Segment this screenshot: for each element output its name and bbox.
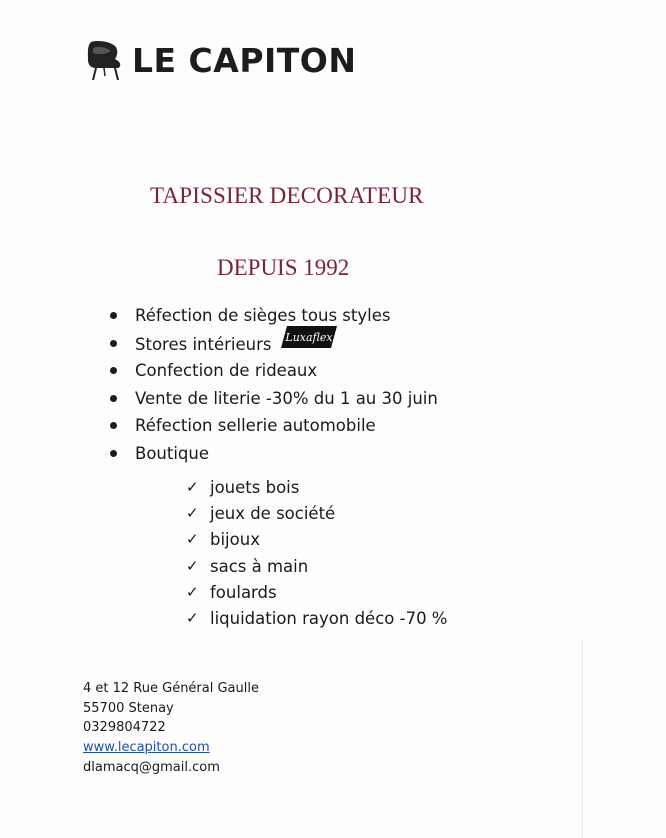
list-item: Confection de rideaux (110, 357, 438, 385)
phone-number: 0329804722 (83, 720, 166, 736)
armchair-icon (84, 38, 124, 82)
bullet-icon (110, 450, 117, 457)
list-item: ✓ bijoux (186, 527, 448, 553)
checkmark-icon: ✓ (186, 556, 199, 575)
brand-header (84, 38, 356, 82)
list-item: Stores intérieurs Luxaflex (110, 330, 438, 358)
brand-name: LE CAPITON (132, 40, 357, 80)
bullet-icon (110, 340, 117, 347)
checkmark-icon: ✓ (186, 478, 199, 496)
bullet-icon (110, 395, 117, 402)
list-item: ✓ jouets bois (186, 475, 448, 501)
checkmark-icon: ✓ (186, 530, 199, 549)
list-item: Réfection sellerie automobile (110, 412, 438, 440)
luxaflex-logo-text: Luxaflex (285, 330, 334, 344)
website-link[interactable]: www.lecapiton.com (83, 740, 210, 756)
boutique-list (186, 475, 448, 632)
scan-artifact (582, 640, 583, 838)
trade-heading: TAPISSIER DECORATEUR (150, 183, 424, 208)
services-list (110, 302, 438, 468)
checkmark-icon: ✓ (186, 608, 199, 627)
list-item: Réfection de sièges tous styles (110, 302, 438, 330)
bullet-icon (110, 422, 117, 429)
bullet-icon (110, 367, 117, 374)
list-item: Vente de literie -30% du 1 au 30 juin (110, 385, 438, 413)
city-line: 55700 Stenay (83, 700, 174, 716)
list-item: ✓ liquidation rayon déco -70 % (186, 606, 448, 632)
since-heading: DEPUIS 1992 (217, 255, 350, 280)
checkmark-icon: ✓ (186, 504, 199, 523)
email-address: dlamacq@gmail.com (83, 759, 220, 775)
list-item: ✓ foulards (186, 580, 448, 606)
list-item: Boutique (110, 440, 438, 468)
checkmark-icon: ✓ (186, 582, 199, 601)
address-line: 4 et 12 Rue Général Gaulle (83, 681, 259, 696)
contact-block (83, 679, 259, 778)
bullet-icon (110, 312, 117, 319)
list-item: ✓ sacs à main (186, 554, 448, 580)
luxaflex-logo (281, 326, 337, 357)
list-item: ✓ jeux de société (186, 501, 448, 527)
